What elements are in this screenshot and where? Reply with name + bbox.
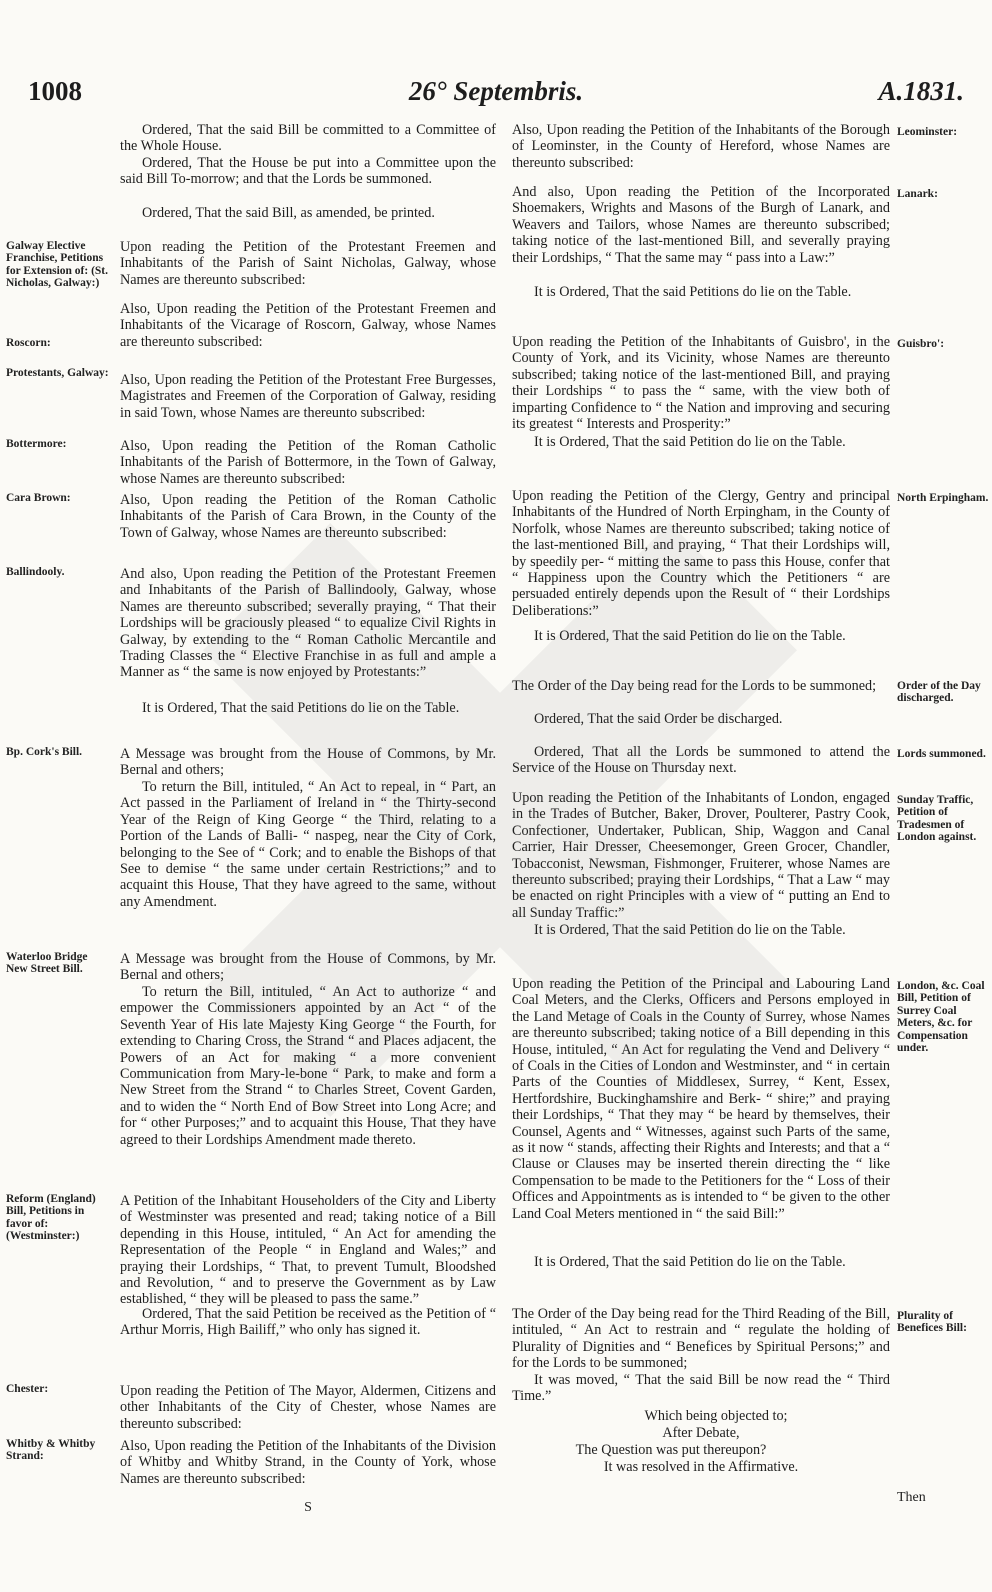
paragraph: It is Ordered, That the said Petition do lie on the Table. — [534, 434, 846, 450]
margin-note: Ballindooly. — [6, 566, 65, 578]
paragraph: After Debate, — [662, 1425, 740, 1441]
margin-note: Leominster: — [897, 126, 958, 138]
margin-note: Galway Elective Franchise, Petitions for Extension of: (St. Nicholas, Galway:) — [6, 240, 109, 290]
page-year: A.1831. — [878, 76, 964, 106]
paragraph: A Petition of the Inhabitant Householders of the City and Liberty of Westminster was presented and read; taking notice of a Bill depending in this House, intituled, “ An Act for amending the Representation of the People “ in England and Wales;” and praying their Lordships, “ That, to prevent Tumult, Bloodshed and Revolution, “ and to preserve the Government as by Law established, “ they will be pleased to pass the same.” — [120, 1193, 496, 1308]
margin-note: Roscorn: — [6, 337, 51, 349]
paragraph: Also, Upon reading the Petition of the Protestant Freemen and Inhabitants of the Vicarage of Roscorn, Galway, whose Names are thereunto subscribed: — [120, 301, 496, 350]
signature-mark: S — [304, 1500, 312, 1515]
paragraph: Also, Upon reading the Petition of the Roman Catholic Inhabitants of the Parish of Bottermore, in the Town of Galway, whose Names are thereunto subscribed: — [120, 438, 496, 487]
paragraph: Upon reading the Petition of the Principal and Labouring Land Coal Meters, and the Clerks, Officers and Persons employed in the Land Metage of Coals in the County of Surrey, whose Names are thereunto subscribed; taking notice of a Bill depending in this House, intituled, “ An Act for regulating the Vend and Delivery “ of Coals in the Cities of London and Westminster, and “ in certain Parts of the Counties of Middlesex, Surrey, “ Kent, Essex, Hertfordshire, Buckinghamshire and Berk- “ shire;” and praying their Lordships, “ That they may “ be heard by themselves, their Counsel, Agents and “ Witnesses, against such Parts of the same, as it now “ stands, affecting their Rights and Interests; and that a “ Clause or Clauses may be inserted therein directing the “ like Compensation to be made to the Petitioners for the “ Loss of their Offices and Appointments as is intended to “ be given to the other Land Coal Meters mentioned in “ the said Bill:” — [512, 976, 890, 1222]
margin-note: Chester: — [6, 1383, 49, 1395]
paragraph: Ordered, That the said Order be discharged. — [534, 711, 783, 727]
paragraph: It was moved, “ That the said Bill be now read the “ Third Time.” — [512, 1372, 890, 1405]
paragraph: Upon reading the Petition of the Protestant Freemen and Inhabitants of the Parish of Saint Nicholas, Galway, whose Names are thereunto subscribed: — [120, 239, 496, 288]
paragraph: Which being objected to; — [644, 1408, 788, 1424]
paragraph: It is Ordered, That the said Petitions do lie on the Table. — [534, 284, 852, 300]
margin-note: London, &c. Coal Bill, Petition of Surrey Coal Meters, &c. for Compensation under. — [897, 980, 985, 1055]
paragraph: It is Ordered, That the said Petition do lie on the Table. — [534, 628, 846, 644]
paragraph: Upon reading the Petition of the Clergy, Gentry and principal Inhabitants of the Hundred of North Erpingham, in the County of Norfolk, whose Names are thereunto subscribed; taking notice of the last-mentioned Bill, and praying, “ That their Lordships will, by speedily per- “ mitting the same to pass this House, confer that “ Happiness upon the Country which the Petitioners “ are persuaded entirely depends upon the Result of “ their Lordships Deliberations:” — [512, 488, 890, 619]
margin-note: North Erpingham. — [897, 492, 989, 504]
paragraph: To return the Bill, intituled, “ An Act to repeal, in “ Part, an Act passed in the Parliament of Ireland in “ the Thirty-second Year of the Reign of King George “ the Third, relating to a Portion of the Lands of Balli- “ naspeg, near the City of Cork, belonging to the See of “ Cork; and to enable the Bishops of that See to demise “ the same under certain Restrictions;” and to acquaint this House, That they have agreed to the same, without any Amendment. — [120, 779, 496, 910]
margin-note: Bottermore: — [6, 438, 67, 450]
paragraph: Upon reading the Petition of the Inhabitants of London, engaged in the Trades of Butcher, Baker, Drover, Poulterer, Pastry Cook, Confectioner, Undertaker, Publican, Ship, Waggon and Canal Carrier, Hair Dresser, Cheesemonger, Green Grocer, Chandler, Tobacconist, Newsman, Fishmonger, Fruiterer, whose Names are thereunto subscribed; praying their Lordships, “ That a Law “ may be enacted on right Principles with a view of “ putting an End to all Sunday Traffic:” — [512, 790, 890, 921]
paragraph: And also, Upon reading the Petition of the Incorporated Shoemakers, Wrights and Masons of the Burgh of Lanark, and Weavers and Tailors, whose Names are thereunto subscribed; taking notice of the last-mentioned Bill, and severally praying their Lordships, “ That the same may “ pass into a Law:” — [512, 184, 890, 266]
margin-note: Lords summoned. — [897, 748, 986, 760]
paragraph: To return the Bill, intituled, “ An Act to authorize “ and empower the Commissioners appointed by an Act “ of the Seventh Year of His late Majesty King George “ the Fourth, for extending to Charing Cross, the Strand “ and Places adjacent, the Powers of an Act for making “ a more convenient Communication from Mary-le-bone “ Park, to make and form a New Street from the Strand “ to Charles Street, Covent Garden, and to widen the “ North End of Bow Street into Long Acre; and for “ other Purposes;” and to acquaint this House, That they have agreed to their Lordships Amendment made thereto. — [120, 984, 496, 1148]
margin-note: Protestants, Galway: — [6, 367, 109, 379]
margin-note: Guisbro': — [897, 338, 945, 350]
page-date: 26° Septembris. — [408, 76, 584, 106]
margin-note: Whitby & Whitby Strand: — [6, 1438, 96, 1463]
paragraph: It was resolved in the Affirmative. — [603, 1459, 799, 1475]
paragraph: Also, Upon reading the Petition of the Protestant Free Burgesses, Magistrates and Freemen of the Corporation of Galway, residing in said Town, whose Names are thereunto subscribed: — [120, 372, 496, 421]
margin-note: Reform (England) Bill, Petitions in favor of: (Westminster:) — [6, 1193, 96, 1243]
paragraph: The Order of the Day being read for the Lords to be summoned; — [512, 678, 877, 694]
margin-note: Cara Brown: — [6, 492, 71, 504]
paragraph: And also, Upon reading the Petition of the Protestant Freemen and Inhabitants of the Parish of Ballindooly, Galway, whose Names are thereunto subscribed; severally praying, “ That their Lordships will be graciously pleased “ to equalize Civil Rights in Galway, by extending to the “ Roman Catholic Mercantile and Trading Classes the “ Elective Franchise in as full and ample a Manner as “ the same is now enjoyed by Protestants:” — [120, 566, 496, 681]
paragraph: Also, Upon reading the Petition of the Inhabitants of the Division of Whitby and Whitby Strand, in the County of York, whose Names are thereunto subscribed: — [120, 1438, 496, 1487]
catchword: Then — [897, 1490, 926, 1505]
paragraph: It is Ordered, That the said Petitions do lie on the Table. — [142, 700, 460, 716]
paragraph: The Question was put thereupon? — [575, 1442, 767, 1458]
margin-note: Sunday Traffic, Petition of Tradesmen of London against. — [897, 794, 977, 844]
page-number: 1008 — [28, 76, 82, 106]
paragraph: It is Ordered, That the said Petition do lie on the Table. — [534, 1254, 846, 1270]
paragraph: Ordered, That the said Petition be received as the Petition of “ Arthur Morris, High Bailiff,” who only has signed it. — [120, 1306, 496, 1339]
paragraph: Ordered, That the said Bill, as amended, be printed. — [142, 205, 435, 221]
paragraph: Ordered, That all the Lords be summoned to attend the Service of the House on Thursday next. — [512, 744, 890, 777]
margin-note: Lanark: — [897, 188, 938, 200]
paragraph: Also, Upon reading the Petition of the Inhabitants of the Borough of Leominster, in the County of Hereford, whose Names are thereunto subscribed: — [512, 122, 890, 171]
margin-note: Plurality of Benefices Bill: — [897, 1310, 967, 1335]
paragraph: Also, Upon reading the Petition of the Roman Catholic Inhabitants of the Parish of Cara Brown, in the County of the Town of Galway, whose Names are thereunto subscribed: — [120, 492, 496, 541]
paragraph: A Message was brought from the House of Commons, by Mr. Bernal and others; — [120, 951, 496, 984]
paragraph: Upon reading the Petition of the Inhabitants of Guisbro', in the County of York, and its Vicinity, whose Names are thereunto subscribed; taking notice of the last-mentioned Bill, and praying their Lordships “ to pass the “ same, with the view both of imparting Confidence to “ the Nation and improving and securing its greatest “ Interests and Prosperity:” — [512, 334, 890, 433]
margin-note: Waterloo Bridge New Street Bill. — [6, 951, 88, 976]
page-header — [28, 76, 964, 116]
paragraph: It is Ordered, That the said Petition do lie on the Table. — [534, 922, 846, 938]
margin-note: Order of the Day discharged. — [897, 680, 981, 705]
paragraph: A Message was brought from the House of Commons, by Mr. Bernal and others; — [120, 746, 496, 779]
paragraph: The Order of the Day being read for the Third Reading of the Bill, intituled, “ An Act to restrain and “ regulate the holding of Plurality of Dignities and “ Benefices by Spiritual Persons;” and for the Lords to be summoned; — [512, 1306, 890, 1372]
paragraph: Upon reading the Petition of The Mayor, Aldermen, Citizens and other Inhabitants of the City of Chester, whose Names are thereunto subscribed: — [120, 1383, 496, 1432]
paragraph: Ordered, That the House be put into a Committee upon the said Bill To-morrow; and that the Lords be summoned. — [120, 155, 496, 188]
margin-note: Bp. Cork's Bill. — [6, 746, 83, 758]
paragraph: Ordered, That the said Bill be committed to a Committee of the Whole House. — [120, 122, 496, 155]
